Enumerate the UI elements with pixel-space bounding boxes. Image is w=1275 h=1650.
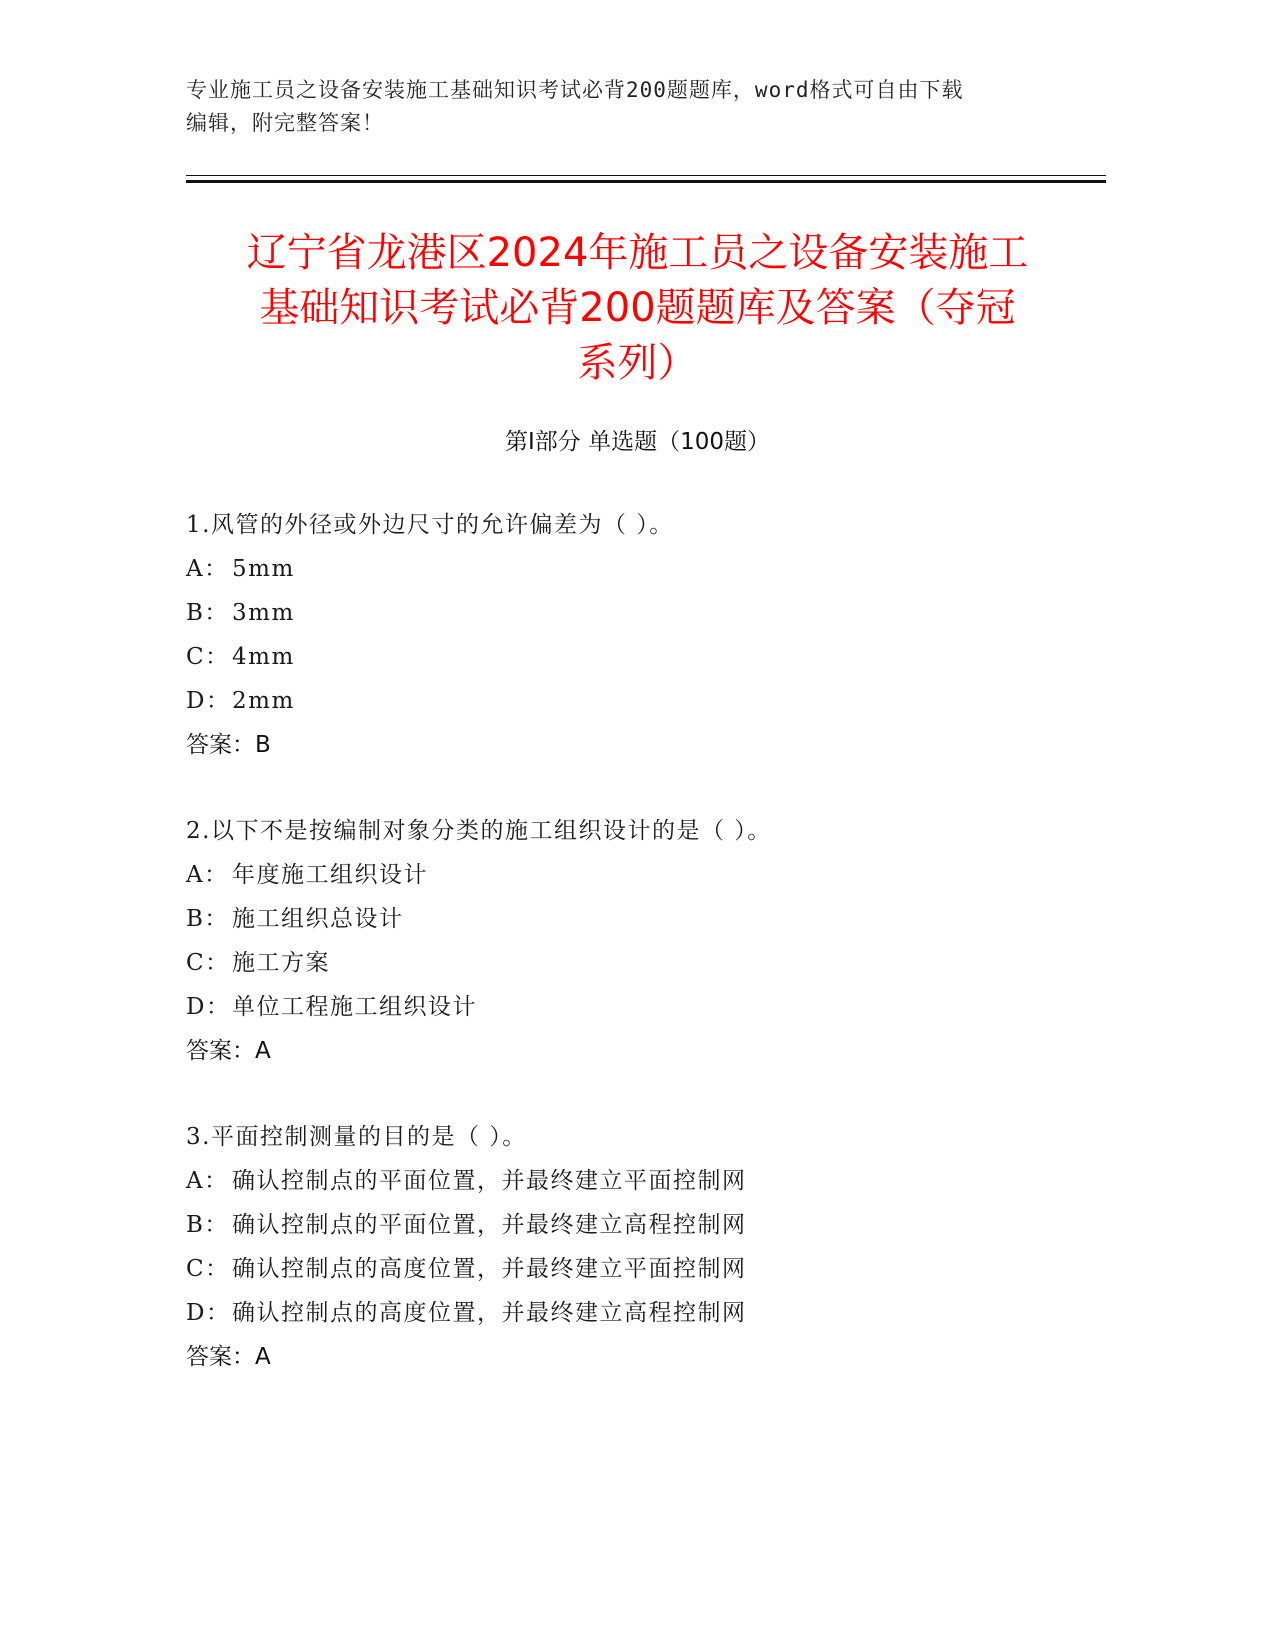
option-key: C：	[186, 1256, 230, 1282]
header-divider-thick	[186, 180, 1106, 183]
header-note-line-1: 专业施工员之设备安装施工基础知识考试必背200题题库，word格式可自由下载	[186, 78, 964, 102]
option-c	[186, 1254, 1086, 1298]
header-note	[186, 74, 1086, 140]
title-line-2: 基础知识考试必背200题题库及答案（夺冠	[259, 285, 1016, 331]
answer: 答案：A	[186, 1038, 271, 1064]
option-a	[186, 1166, 1086, 1210]
option-key: B：	[186, 600, 229, 626]
option-text: 确认控制点的高度位置，并最终建立平面控制网	[232, 1256, 747, 1282]
option-key: B：	[186, 1212, 229, 1238]
option-key: C：	[186, 950, 230, 976]
option-text: 年度施工组织设计	[232, 862, 428, 888]
option-key: C：	[186, 644, 230, 670]
question-1	[186, 510, 1086, 774]
question-stem: 2.以下不是按编制对象分类的施工组织设计的是（ ）。	[186, 818, 772, 844]
option-text: 确认控制点的高度位置，并最终建立高程控制网	[232, 1300, 747, 1326]
option-a	[186, 860, 1086, 904]
option-text: 单位工程施工组织设计	[232, 994, 477, 1020]
header-note-line-2: 编辑，附完整答案！	[186, 111, 384, 135]
header-divider-thin	[186, 175, 1106, 176]
option-key: B：	[186, 906, 229, 932]
option-c	[186, 642, 1086, 686]
option-c	[186, 948, 1086, 992]
question-3	[186, 1122, 1086, 1386]
option-key: D：	[186, 1300, 231, 1326]
option-text: 施工方案	[232, 950, 330, 976]
option-b	[186, 598, 1086, 642]
option-d	[186, 686, 1086, 730]
option-d	[186, 992, 1086, 1036]
question-2	[186, 816, 1086, 1080]
option-a	[186, 554, 1086, 598]
document-title	[150, 226, 1125, 391]
option-key: A：	[186, 862, 229, 888]
option-d	[186, 1298, 1086, 1342]
option-b	[186, 1210, 1086, 1254]
option-key: D：	[186, 994, 231, 1020]
option-key: A：	[186, 556, 229, 582]
answer: 答案：A	[186, 1344, 271, 1370]
option-text: 施工组织总设计	[232, 906, 404, 932]
section-title: 第I部分 单选题（100题）	[505, 429, 770, 455]
option-key: D：	[186, 688, 231, 714]
option-b	[186, 904, 1086, 948]
option-text: 5mm	[232, 556, 295, 582]
question-stem: 1.风管的外径或外边尺寸的允许偏差为（ ）。	[186, 512, 674, 538]
title-line-3: 系列）	[577, 340, 698, 386]
option-text: 确认控制点的平面位置，并最终建立高程控制网	[232, 1212, 747, 1238]
option-text: 2mm	[232, 688, 295, 714]
answer: 答案：B	[186, 732, 271, 758]
title-line-1: 辽宁省龙港区2024年施工员之设备安装施工	[246, 230, 1029, 276]
option-key: A：	[186, 1168, 229, 1194]
option-text: 确认控制点的平面位置，并最终建立平面控制网	[232, 1168, 747, 1194]
option-text: 3mm	[232, 600, 295, 626]
option-text: 4mm	[232, 644, 295, 670]
question-stem: 3.平面控制测量的目的是（ ）。	[186, 1124, 527, 1150]
